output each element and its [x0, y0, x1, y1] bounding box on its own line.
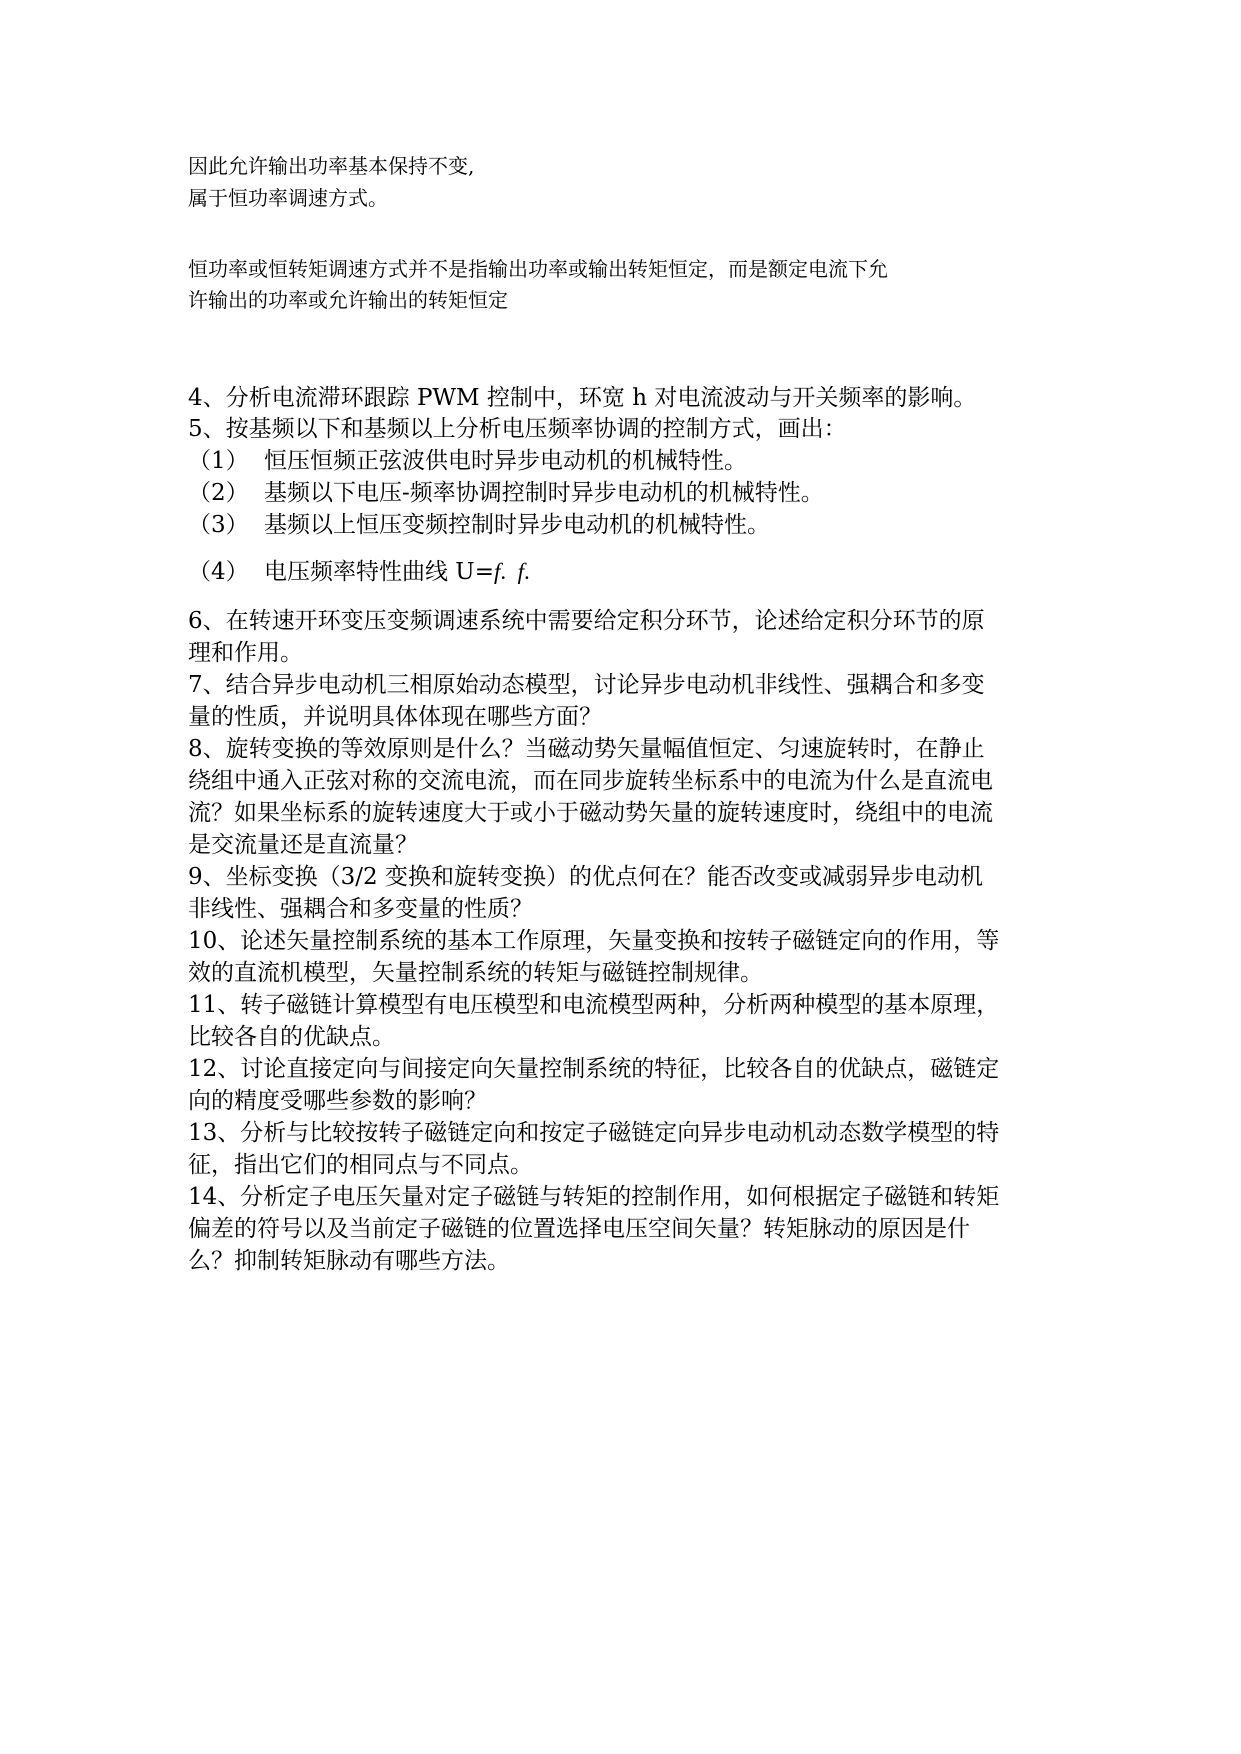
- question-6-line-1: 6、在转速开环变压变频调速系统中需要给定积分环节，论述给定积分环节的原: [188, 608, 985, 634]
- item-number: （1）: [188, 448, 249, 474]
- note-line-2: 属于恒功率调速方式。: [188, 186, 388, 210]
- formula: f. f.: [493, 559, 530, 584]
- formula-f2: f: [517, 559, 524, 584]
- question-13-line-1: 13、分析与比较按转子磁链定向和按定子磁链定向异步电动机动态数学模型的特: [188, 1120, 1000, 1146]
- question-9-line-2: 非线性、强耦合和多变量的性质？: [188, 896, 533, 922]
- question-5-item-2: [188, 477, 1058, 509]
- item-text: 恒压恒频正弦波供电时异步电动机的机械特性。: [264, 448, 747, 474]
- question-8-line-1: 8、旋转变换的等效原则是什么？当磁动势矢量幅值恒定、匀速旋转时，在静止: [188, 736, 985, 762]
- note-line-3: 恒功率或恒转矩调速方式并不是指输出功率或输出转矩恒定，而是额定电流下允: [188, 257, 888, 281]
- question-12-line-1: 12、讨论直接定向与间接定向矢量控制系统的特征，比较各自的优缺点，磁链定: [188, 1056, 1000, 1082]
- item-number: （4）: [188, 559, 249, 585]
- question-9-line-1: 9、坐标变换（3/2 变换和旋转变换）的优点何在？能否改变或减弱异步电动机: [188, 864, 983, 890]
- question-14-line-1: 14、分析定子电压矢量对定子磁链与转矩的控制作用，如何根据定子磁链和转矩: [188, 1184, 1000, 1210]
- item-text: 电压频率特性曲线 U=: [264, 559, 494, 585]
- question-4: 4、分析电流滞环跟踪 PWM 控制中，环宽 h 对电流波动与开关频率的影响。: [188, 385, 977, 411]
- question-5: 5、按基频以下和基频以上分析电压频率协调的控制方式，画出：: [188, 416, 847, 442]
- item-number: （3）: [188, 512, 249, 538]
- question-8-line-3: 流？如果坐标系的旋转速度大于或小于磁动势矢量的旋转速度时，绕组中的电流: [188, 800, 993, 826]
- item-text: 基频以下电压-频率协调控制时异步电动机的机械特性。: [264, 480, 824, 506]
- question-11-line-2: 比较各自的优缺点。: [188, 1024, 395, 1050]
- note-line-4: 许输出的功率或允许输出的转矩恒定: [188, 288, 508, 312]
- question-13-line-2: 征，指出它们的相同点与不同点。: [188, 1152, 533, 1178]
- item-text: 基频以上恒压变频控制时异步电动机的机械特性。: [264, 512, 770, 538]
- question-6-line-2: 理和作用。: [188, 640, 303, 666]
- question-5-item-4: [188, 556, 1058, 588]
- item-number: （2）: [188, 480, 249, 506]
- formula-f1: f: [493, 559, 501, 584]
- question-5-item-3: [188, 509, 1058, 541]
- question-8-line-4: 是交流量还是直流量？: [188, 832, 418, 858]
- question-7-line-2: 量的性质，并说明具体体现在哪些方面？: [188, 704, 602, 730]
- question-10-line-1: 10、论述矢量控制系统的基本工作原理，矢量变换和按转子磁链定向的作用，等: [188, 928, 1000, 954]
- question-14-line-2: 偏差的符号以及当前定子磁链的位置选择电压空间矢量？转矩脉动的原因是什: [188, 1216, 970, 1242]
- question-8-line-2: 绕组中通入正弦对称的交流电流，而在同步旋转坐标系中的电流为什么是直流电: [188, 768, 993, 794]
- question-14-line-3: 么？抑制转矩脉动有哪些方法。: [188, 1248, 510, 1274]
- question-7-line-1: 7、结合异步电动机三相原始动态模型，讨论异步电动机非线性、强耦合和多变: [188, 672, 985, 698]
- note-line-1: 因此允许输出功率基本保持不变,: [188, 154, 475, 178]
- question-5-item-1: [188, 445, 1058, 477]
- question-11-line-1: 11、转子磁链计算模型有电压模型和电流模型两种，分析两种模型的基本原理，: [188, 992, 1000, 1018]
- question-10-line-2: 效的直流机模型，矢量控制系统的转矩与磁链控制规律。: [188, 960, 763, 986]
- question-12-line-2: 向的精度受哪些参数的影响？: [188, 1088, 487, 1114]
